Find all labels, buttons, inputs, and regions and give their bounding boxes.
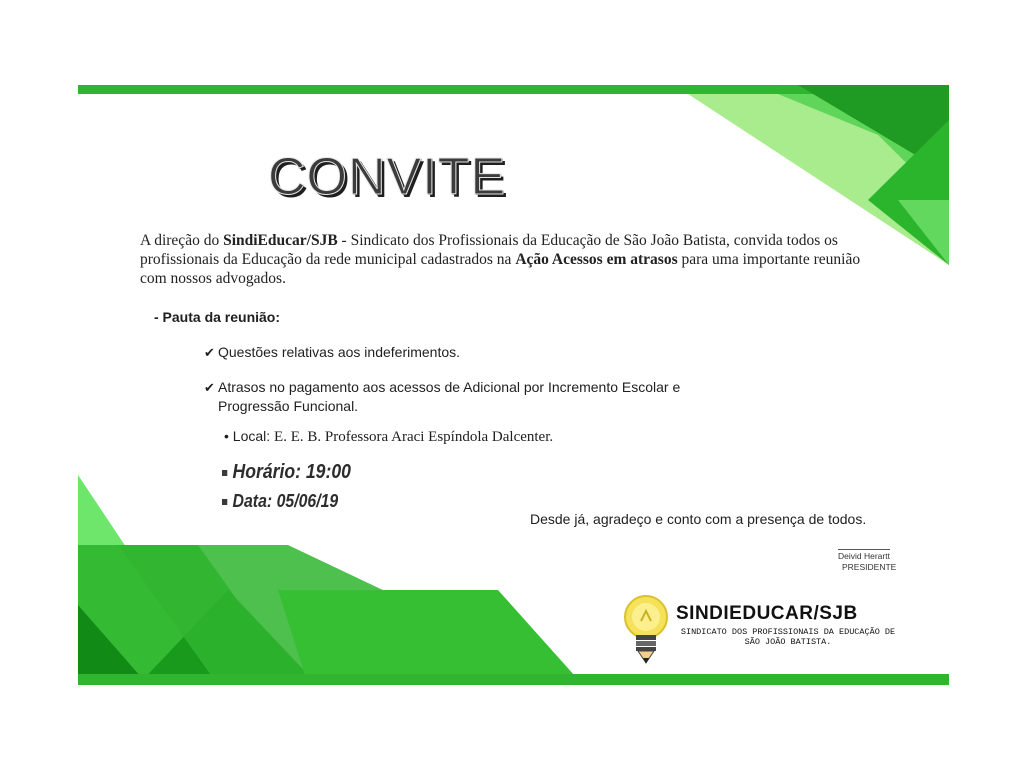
bottom-band2-shape <box>278 590 583 685</box>
agenda-item-1-text: Questões relativas aos indeferimentos. <box>218 344 461 360</box>
intro-text-1: A direção do <box>140 232 224 249</box>
page-title: CONVITE <box>268 148 507 206</box>
date-line <box>222 491 338 512</box>
agenda-title: - Pauta da reunião: <box>154 309 281 325</box>
invitation-card <box>78 85 949 685</box>
square-bullet-icon <box>222 470 227 476</box>
signature-role: PRESIDENTE <box>842 562 897 572</box>
signature-name: Deivid Herartt <box>838 551 890 561</box>
bullet-dot: • <box>224 428 233 444</box>
square-bullet-icon <box>222 499 227 505</box>
check-icon: ✔ <box>204 345 215 360</box>
check-icon: ✔ <box>204 380 215 395</box>
time-text: Horário: 19:00 <box>232 461 351 483</box>
agenda-item-1 <box>204 343 460 362</box>
location-value: E. E. B. Professora Araci Espíndola Dalcenter. <box>274 429 554 445</box>
agenda-item-2 <box>204 378 764 416</box>
location-label: Local: <box>232 428 271 444</box>
bottom-bar <box>78 674 949 685</box>
date-text: Data: 05/06/19 <box>232 491 339 511</box>
location-line <box>224 428 553 446</box>
action-name: Ação Acessos em atrasos <box>515 251 678 268</box>
logo-subtitle: SINDICATO DOS PROFISSIONAIS DA EDUCAÇÃO DE SÃO JOÃO BATISTA. <box>680 627 896 647</box>
logo-name: SINDIEDUCAR/SJB <box>676 603 858 624</box>
intro-text-3: para uma importante reunião com nossos advogados. <box>140 251 861 287</box>
lightbulb-icon <box>622 593 670 665</box>
intro-text-2: - Sindicato dos Profissionais da Educação de São João Batista, convida todos os profissionais da Educação da rede municipal cadastrados na <box>140 232 838 268</box>
agenda-item-2-text: Atrasos no pagamento aos acessos de Adicional por Incremento Escolar e <box>218 379 681 395</box>
agenda-item-2-continuation: Progressão Funcional. <box>218 398 359 414</box>
org-name: SindiEducar/SJB <box>223 232 338 249</box>
closing-text: Desde já, agradeço e conto com a presença de todos. <box>530 511 867 527</box>
intro-paragraph <box>140 231 880 288</box>
time-line <box>222 461 351 484</box>
